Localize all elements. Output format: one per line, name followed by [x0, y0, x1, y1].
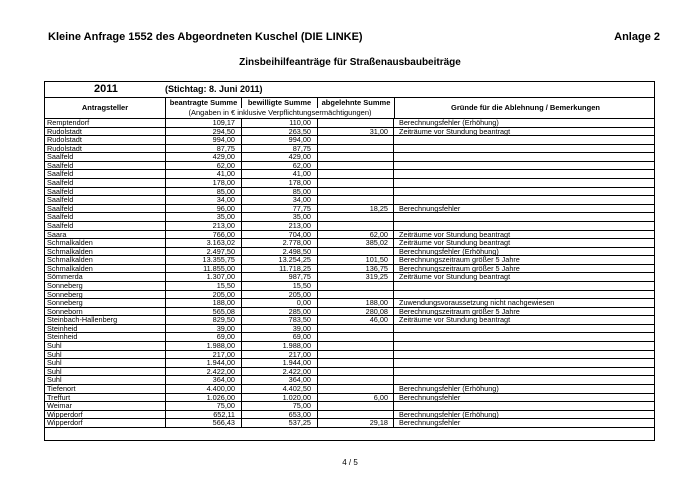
- cell-approved: 783,50: [242, 316, 318, 324]
- cell-applicant: Saalfeld: [45, 188, 166, 196]
- cell-requested: 1.307,00: [166, 273, 242, 281]
- cell-approved: 178,00: [242, 179, 318, 187]
- table-row: [45, 308, 654, 317]
- table-row: [45, 342, 654, 351]
- cell-reason: Zeiträume vor Stundung beantragt: [399, 230, 511, 239]
- cell-requested: 13.355,75: [166, 256, 242, 264]
- cell-applicant: Weimar: [45, 402, 166, 410]
- cell-reason: Berechnungsfehler (Erhöhung): [399, 410, 499, 419]
- column-header-rejected: abgelehnte Summe: [321, 98, 391, 107]
- table-row: [45, 351, 654, 360]
- cell-reason: [394, 368, 656, 376]
- table-row: [45, 325, 654, 334]
- cell-rejected: [318, 342, 394, 350]
- cell-reason: Berechnungsfehler: [399, 204, 461, 213]
- table-row: [45, 273, 654, 282]
- cell-approved: 285,00: [242, 308, 318, 316]
- cell-requested: 62,00: [166, 162, 242, 170]
- cell-approved: 11.718,25: [242, 265, 318, 273]
- cell-applicant: Rudolstadt: [45, 128, 166, 136]
- cell-requested: 829,50: [166, 316, 242, 324]
- cell-applicant: Saalfeld: [45, 170, 166, 178]
- cell-applicant: Wipperdorf: [45, 419, 166, 427]
- cell-reason: Berechnungszeitraum größer 5 Jahre: [399, 307, 520, 316]
- column-header-row: [45, 97, 654, 119]
- cell-reason: [394, 153, 656, 161]
- cell-applicant: Saalfeld: [45, 213, 166, 221]
- cell-requested: 565,08: [166, 308, 242, 316]
- cell-applicant: Suhl: [45, 359, 166, 367]
- cell-requested: 39,00: [166, 325, 242, 333]
- cell-rejected: [318, 170, 394, 178]
- table-row: [45, 239, 654, 248]
- cell-rejected: [318, 359, 394, 367]
- cell-reason: [394, 333, 656, 341]
- cell-rejected: [318, 325, 394, 333]
- table-row: [45, 299, 654, 308]
- cell-approved: 39,00: [242, 325, 318, 333]
- cell-rejected: [318, 136, 394, 144]
- cell-rejected: [318, 282, 394, 290]
- cell-requested: 188,00: [166, 299, 242, 307]
- cell-applicant: Steinbach-Hallenberg: [45, 316, 166, 324]
- cell-reason: Zeiträume vor Stundung beantragt: [399, 273, 511, 281]
- table-row: [45, 153, 654, 162]
- table-row: [45, 205, 654, 214]
- cell-applicant: Steinheid: [45, 333, 166, 341]
- cell-applicant: Steinheid: [45, 325, 166, 333]
- cell-applicant: Saalfeld: [45, 196, 166, 204]
- reference-date: (Stichtag: 8. Juni 2011): [165, 84, 263, 94]
- cell-approved: 2.778,00: [242, 239, 318, 247]
- cell-applicant: Saalfeld: [45, 153, 166, 161]
- cell-requested: 1.944,00: [166, 359, 242, 367]
- cell-requested: 4.400,00: [166, 385, 242, 393]
- page-title: Zinsbeihilfeanträge für Straßenausbaubeiträge: [239, 57, 461, 68]
- table-row: [45, 222, 654, 231]
- cell-reason: [394, 145, 656, 153]
- cell-requested: 3.163,02: [166, 239, 242, 247]
- column-header-applicant: Antragsteller: [45, 97, 166, 118]
- cell-applicant: Suhl: [45, 368, 166, 376]
- cell-approved: 85,00: [242, 188, 318, 196]
- cell-approved: 15,50: [242, 282, 318, 290]
- cell-approved: 205,00: [242, 291, 318, 299]
- cell-requested: 429,00: [166, 153, 242, 161]
- cell-applicant: Suhl: [45, 351, 166, 359]
- cell-reason: Zeiträume vor Stundung beantragt: [399, 127, 511, 136]
- cell-reason: [394, 213, 656, 221]
- cell-reason: Berechnungsfehler (Erhöhung): [399, 119, 499, 127]
- cell-reason: Zuwendungsvoraussetzung nicht nachgewiesen: [399, 299, 555, 307]
- cell-rejected: 188,00: [318, 299, 394, 307]
- table-row: [45, 402, 654, 411]
- cell-rejected: [318, 368, 394, 376]
- cell-reason: [394, 376, 656, 384]
- cell-approved: 13.254,25: [242, 256, 318, 264]
- cell-rejected: 385,02: [318, 239, 394, 247]
- table-row: [45, 256, 654, 265]
- table-row: [45, 376, 654, 385]
- cell-rejected: 319,25: [318, 273, 394, 281]
- cell-reason: [394, 351, 656, 359]
- cell-rejected: [318, 179, 394, 187]
- table-row: [45, 419, 654, 428]
- table-row: [45, 231, 654, 240]
- cell-requested: 2.422,00: [166, 368, 242, 376]
- cell-approved: 87,75: [242, 145, 318, 153]
- table-row: [45, 333, 654, 342]
- cell-approved: 69,00: [242, 333, 318, 341]
- column-header-requested: beantragte Summe: [166, 97, 242, 108]
- cell-applicant: Saara: [45, 231, 166, 239]
- cell-approved: 364,00: [242, 376, 318, 384]
- cell-approved: 77,75: [242, 205, 318, 213]
- cell-reason: [394, 136, 656, 144]
- cell-applicant: Saalfeld: [45, 179, 166, 187]
- cell-requested: 35,00: [166, 213, 242, 221]
- table-body: [45, 119, 654, 428]
- cell-requested: 15,50: [166, 282, 242, 290]
- cell-requested: 34,00: [166, 196, 242, 204]
- cell-reason: [394, 282, 656, 290]
- cell-rejected: 31,00: [318, 128, 394, 136]
- cell-applicant: Schmalkalden: [45, 248, 166, 256]
- cell-rejected: [318, 402, 394, 410]
- cell-rejected: [318, 291, 394, 299]
- table-row: [45, 359, 654, 368]
- cell-requested: 2.497,50: [166, 248, 242, 256]
- document-header-title: Kleine Anfrage 1552 des Abgeordneten Kuschel (DIE LINKE): [48, 31, 363, 43]
- cell-applicant: Remptendorf: [45, 119, 166, 127]
- cell-applicant: Saalfeld: [45, 222, 166, 230]
- cell-applicant: Sonneberg: [45, 282, 166, 290]
- cell-approved: 62,00: [242, 162, 318, 170]
- cell-reason: Berechnungsfehler (Erhöhung): [399, 247, 499, 256]
- cell-requested: 69,00: [166, 333, 242, 341]
- cell-requested: 566,43: [166, 419, 242, 427]
- table-row: [45, 316, 654, 325]
- cell-applicant: Saalfeld: [45, 205, 166, 213]
- cell-applicant: Wipperdorf: [45, 411, 166, 419]
- cell-reason: [394, 222, 656, 230]
- cell-requested: 75,00: [166, 402, 242, 410]
- cell-reason: Berechnungsfehler: [399, 393, 461, 402]
- cell-applicant: Sömmerda: [45, 273, 166, 281]
- table-row: [45, 128, 654, 137]
- cell-reason: Berechnungszeitraum größer 5 Jahre: [399, 264, 520, 273]
- cell-approved: 0,00: [242, 299, 318, 307]
- cell-requested: 87,75: [166, 145, 242, 153]
- attachment-label: Anlage 2: [614, 31, 660, 43]
- cell-rejected: [318, 222, 394, 230]
- cell-reason: [394, 342, 656, 350]
- cell-approved: 994,00: [242, 136, 318, 144]
- column-header-unit-note: (Angaben in € inklusive Verpflichtungsermächtigungen): [188, 108, 372, 117]
- cell-reason: [394, 291, 656, 299]
- cell-rejected: 18,25: [318, 205, 394, 213]
- cell-rejected: [318, 119, 394, 127]
- cell-requested: 178,00: [166, 179, 242, 187]
- cell-reason: Berechnungsfehler (Erhöhung): [399, 384, 499, 393]
- table-row: [45, 188, 654, 197]
- cell-rejected: [318, 248, 394, 256]
- cell-rejected: 101,50: [318, 256, 394, 264]
- cell-approved: 653,00: [242, 411, 318, 419]
- cell-requested: 213,00: [166, 222, 242, 230]
- cell-rejected: [318, 188, 394, 196]
- cell-approved: 2.422,00: [242, 368, 318, 376]
- cell-applicant: Suhl: [45, 376, 166, 384]
- cell-reason: [394, 325, 656, 333]
- cell-approved: 217,00: [242, 351, 318, 359]
- cell-applicant: Tiefenort: [45, 385, 166, 393]
- table-row: [45, 213, 654, 222]
- cell-rejected: 29,18: [318, 419, 394, 427]
- cell-applicant: Sonneborn: [45, 308, 166, 316]
- cell-rejected: 6,00: [318, 394, 394, 402]
- cell-rejected: [318, 196, 394, 204]
- cell-reason: [394, 402, 656, 410]
- cell-approved: 537,25: [242, 419, 318, 427]
- table-row: [45, 136, 654, 145]
- cell-requested: 205,00: [166, 291, 242, 299]
- cell-applicant: Schmalkalden: [45, 256, 166, 264]
- cell-approved: 75,00: [242, 402, 318, 410]
- page-number: 4 / 5: [342, 458, 358, 467]
- cell-reason: Berechnungszeitraum größer 5 Jahre: [399, 256, 520, 264]
- cell-approved: 263,50: [242, 128, 318, 136]
- table-row: [45, 162, 654, 171]
- cell-reason: [394, 359, 656, 367]
- cell-reason: Berechnungsfehler: [399, 419, 461, 427]
- table-row: [45, 368, 654, 377]
- cell-approved: 1.944,00: [242, 359, 318, 367]
- cell-reason: [394, 162, 656, 170]
- cell-requested: 11.855,00: [166, 265, 242, 273]
- cell-requested: 96,00: [166, 205, 242, 213]
- data-table: [44, 81, 655, 441]
- cell-reason: [394, 196, 656, 204]
- table-row: [45, 179, 654, 188]
- cell-approved: 34,00: [242, 196, 318, 204]
- cell-requested: 994,00: [166, 136, 242, 144]
- table-row: [45, 385, 654, 394]
- table-row: [45, 394, 654, 403]
- column-header-reasons: Gründe für die Ablehnung / Bemerkungen: [394, 97, 656, 118]
- cell-applicant: Sonneberg: [45, 299, 166, 307]
- cell-rejected: 280,08: [318, 308, 394, 316]
- cell-approved: 41,00: [242, 170, 318, 178]
- year-label: 2011: [94, 83, 118, 95]
- cell-applicant: Schmalkalden: [45, 239, 166, 247]
- cell-applicant: Schmalkalden: [45, 265, 166, 273]
- cell-approved: 35,00: [242, 213, 318, 221]
- cell-applicant: Rudolstadt: [45, 136, 166, 144]
- cell-requested: 217,00: [166, 351, 242, 359]
- cell-approved: 2.498,50: [242, 248, 318, 256]
- cell-applicant: Suhl: [45, 342, 166, 350]
- cell-rejected: [318, 153, 394, 161]
- cell-requested: 766,00: [166, 231, 242, 239]
- table-row: [45, 119, 654, 128]
- cell-rejected: [318, 333, 394, 341]
- cell-requested: 85,00: [166, 188, 242, 196]
- cell-requested: 109,17: [166, 119, 242, 127]
- table-row: [45, 291, 654, 300]
- table-row: [45, 265, 654, 274]
- cell-rejected: [318, 376, 394, 384]
- cell-approved: 1.988,00: [242, 342, 318, 350]
- table-row: [45, 170, 654, 179]
- cell-approved: 4.402,50: [242, 385, 318, 393]
- cell-rejected: [318, 162, 394, 170]
- cell-rejected: [318, 351, 394, 359]
- cell-approved: 1.020,00: [242, 394, 318, 402]
- cell-reason: [394, 170, 656, 178]
- table-row: [45, 282, 654, 291]
- cell-approved: 429,00: [242, 153, 318, 161]
- cell-requested: 1.026,00: [166, 394, 242, 402]
- cell-rejected: [318, 385, 394, 393]
- table-row: [45, 145, 654, 154]
- cell-reason: [394, 188, 656, 196]
- cell-applicant: Sonneberg: [45, 291, 166, 299]
- year-header: [45, 82, 654, 98]
- cell-approved: 987,75: [242, 273, 318, 281]
- cell-rejected: 136,75: [318, 265, 394, 273]
- cell-applicant: Saalfeld: [45, 162, 166, 170]
- cell-rejected: [318, 213, 394, 221]
- cell-approved: 110,00: [242, 119, 318, 127]
- cell-applicant: Rudolstadt: [45, 145, 166, 153]
- table-row: [45, 411, 654, 420]
- cell-rejected: 46,00: [318, 316, 394, 324]
- cell-rejected: 62,00: [318, 231, 394, 239]
- cell-requested: 1.988,00: [166, 342, 242, 350]
- cell-requested: 652,11: [166, 411, 242, 419]
- cell-rejected: [318, 411, 394, 419]
- cell-requested: 41,00: [166, 170, 242, 178]
- cell-reason: [394, 179, 656, 187]
- cell-approved: 213,00: [242, 222, 318, 230]
- cell-reason: Zeiträume vor Stundung beantragt: [399, 239, 511, 247]
- table-row: [45, 196, 654, 205]
- table-row: [45, 248, 654, 257]
- cell-approved: 704,00: [242, 231, 318, 239]
- cell-requested: 294,50: [166, 128, 242, 136]
- column-header-approved: bewilligte Summe: [242, 97, 318, 108]
- cell-requested: 364,00: [166, 376, 242, 384]
- cell-applicant: Treffurt: [45, 394, 166, 402]
- cell-rejected: [318, 145, 394, 153]
- cell-reason: Zeiträume vor Stundung beantragt: [399, 316, 511, 324]
